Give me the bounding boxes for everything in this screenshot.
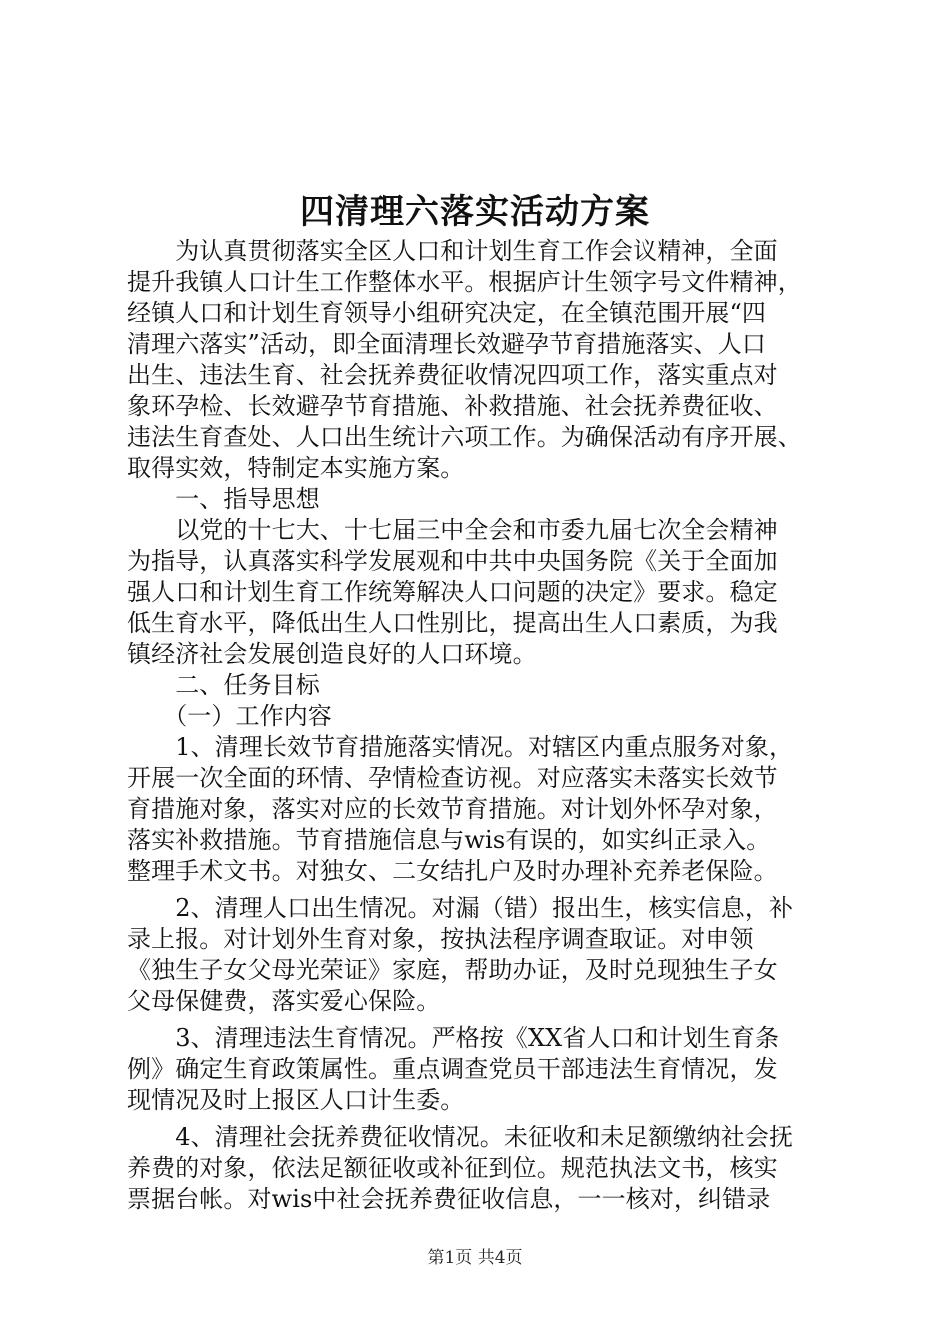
body-line: 育措施对象，落实对应的长效节育措施。对计划外怀孕对象， — [127, 795, 778, 823]
body-line: 现情况及时上报区人口计生委。 — [127, 1086, 465, 1114]
subsection-heading: （一）工作内容 — [127, 702, 332, 730]
body-line: 1、清理长效节育措施落实情况。对辖区内重点服务对象， — [127, 733, 794, 761]
body-line: 例》确定生育政策属性。重点调查党员干部违法生育情况，发 — [127, 1055, 778, 1083]
section-heading: 二、任务目标 — [127, 671, 320, 699]
body-line: 镇经济社会发展创造良好的人口环境。 — [127, 640, 537, 668]
body-line: 为认真贯彻落实全区人口和计划生育工作会议精神，全面 — [127, 237, 778, 265]
body-line: 象环孕检、长效避孕节育措施、补救措施、社会抚养费征收、 — [127, 392, 778, 420]
body-line: 养费的对象，依法足额征收或补征到位。规范执法文书，核实 — [127, 1154, 778, 1182]
body-line: 取得实效，特制定本实施方案。 — [127, 454, 465, 482]
body-line: 违法生育查处、人口出生统计六项工作。为确保活动有序开展、 — [127, 423, 802, 451]
body-line: 4、清理社会抚养费征收情况。未征收和未足额缴纳社会抚 — [127, 1123, 794, 1151]
body-line: 父母保健费，落实爱心保险。 — [127, 987, 441, 1015]
body-line: 开展一次全面的环情、孕情检查访视。对应落实未落实长效节 — [127, 764, 778, 792]
body-line: 3、清理违法生育情况。严格按《XX省人口和计划生育条 — [127, 1024, 780, 1052]
body-line: 出生、违法生育、社会抚养费征收情况四项工作，落实重点对 — [127, 361, 778, 389]
body-line: 提升我镇人口计生工作整体水平。根据庐计生领字号文件精神， — [127, 268, 802, 296]
body-line: 强人口和计划生育工作统筹解决人口问题的决定》要求。稳定 — [127, 578, 778, 606]
page-footer: 第1页 共4页 — [427, 1248, 523, 1268]
body-line: 清理六落实”活动，即全面清理长效避孕节育措施落实、人口 — [127, 330, 766, 358]
body-line: 录上报。对计划外生育对象，按执法程序调查取证。对申领 — [127, 925, 754, 953]
body-line: 为指导，认真落实科学发展观和中共中央国务院《关于全面加 — [127, 547, 778, 575]
body-line: 《独生子女父母光荣证》家庭，帮助办证，及时兑现独生子女 — [127, 956, 778, 984]
section-heading: 一、指导思想 — [127, 485, 320, 513]
document-title: 四清理六落实活动方案 — [300, 192, 650, 232]
body-line: 低生育水平，降低出生人口性别比，提高出生人口素质，为我 — [127, 609, 778, 637]
document-body — [127, 236, 833, 1215]
body-line: 2、清理人口出生情况。对漏（错）报出生，核实信息，补 — [127, 894, 794, 922]
body-line: 整理手术文书。对独女、二女结扎户及时办理补充养老保险。 — [127, 857, 778, 885]
body-line: 以党的十七大、十七届三中全会和市委九届七次全会精神 — [127, 516, 778, 544]
body-line: 落实补救措施。节育措施信息与wis有误的，如实纠正录入。 — [127, 826, 771, 854]
body-line: 经镇人口和计划生育领导小组研究决定，在全镇范围开展“四 — [127, 299, 766, 327]
body-line: 票据台帐。对wis中社会抚养费征收信息，一一核对，纠错录 — [127, 1185, 771, 1213]
